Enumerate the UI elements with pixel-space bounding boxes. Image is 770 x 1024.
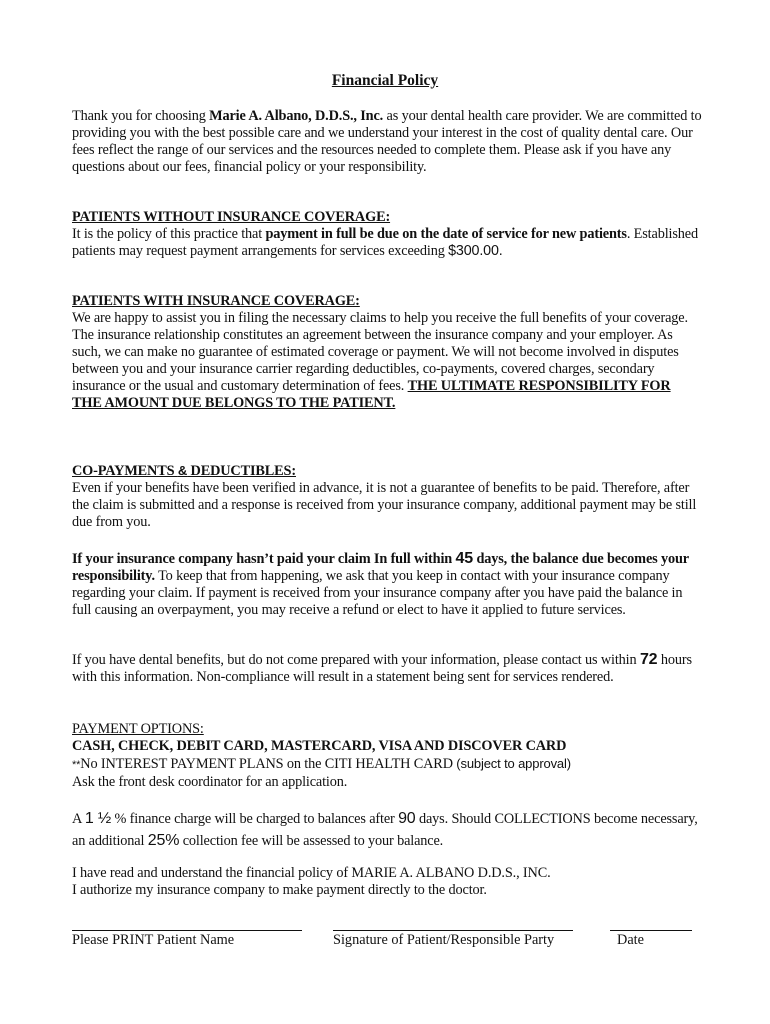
citi-line: **No INTEREST PAYMENT PLANS on the CITI HEALTH CARD (subject to approval)	[72, 756, 571, 772]
payment-section	[72, 721, 702, 791]
finance-rate: 1 ½	[84, 810, 112, 827]
date-label: Date	[617, 932, 644, 948]
acknowledgement	[72, 865, 702, 899]
signature-label: Signature of Patient/Responsible Party	[333, 932, 555, 948]
practice-name: Marie A. Albano, D.D.S., Inc.	[209, 108, 384, 124]
days-45: 45	[455, 550, 474, 567]
copay-section	[72, 462, 702, 531]
patient-name-line[interactable]	[72, 930, 302, 931]
ack-line-2: I authorize my insurance company to make payment directly to the doctor.	[72, 882, 487, 898]
signature-line[interactable]	[333, 930, 573, 931]
ask-line: Ask the front desk coordinator for an application.	[72, 774, 348, 790]
payment-methods: CASH, CHECK, DEBIT CARD, MASTERCARD, VISA AND DISCOVER CARD	[72, 738, 567, 754]
no-insurance-section	[72, 209, 702, 260]
copay-text: Even if your benefits have been verified in advance, it is not a guarantee of benefits to be paid. Therefore, after the claim is submitted and a response is received from your insurance company, additional payment may be still due from you.	[72, 480, 697, 530]
payment-heading: PAYMENT OPTIONS:	[72, 721, 204, 737]
date-line[interactable]	[610, 930, 692, 931]
balance-paragraph: If your insurance company hasn’t paid your claim In full within 45 days, the balance due becomes your responsibility. To keep that from happening, we ask that you keep in contact with your insurance company regarding your claim. If payment is received from your insurance company after you have paid the balance in full causing an overpayment, you may receive a refund or elect to have it applied to future services.	[72, 550, 689, 618]
copay-heading: CO-PAYMENTS & DEDUCTIBLES:	[72, 463, 296, 479]
with-insurance-text: We are happy to assist you in filing the necessary claims to help you receive the full benefits of your coverage. The insurance relationship constitutes an agreement between the insurance company and your employer. As such, we can make no guarantee of estimated coverage or payment. We will not become involved in disputes between you and your insurance carrier regarding deductibles, co-payments, covered charges, secondary insurance or the usual and customary determination of fees. THE ULTIMATE RESPONSIBILITY FOR THE AMOUNT DUE BELONGS TO THE PATIENT.	[72, 310, 688, 411]
page-title: Financial Policy	[331, 72, 439, 89]
hours-72: 72	[639, 651, 658, 668]
finance-paragraph: A 1 ½ % finance charge will be charged to balances after 90 days. Should COLLECTIONS become necessary, an additional 25% collection fee will be assessed to your balance.	[72, 810, 698, 849]
threshold-amount: $300.00.	[448, 243, 503, 259]
no-insurance-heading: PATIENTS WITHOUT INSURANCE COVERAGE:	[72, 209, 391, 225]
collection-fee: 25%	[147, 832, 180, 849]
benefits-paragraph: If you have dental benefits, but do not come prepared with your information, please contact us within 72 hours with this information. Non-compliance will result in a statement being sent for services rendered.	[72, 651, 692, 685]
patient-name-label: Please PRINT Patient Name	[72, 932, 235, 948]
responsibility-notice: THE ULTIMATE RESPONSIBILITY FOR THE AMOUNT DUE BELONGS TO THE PATIENT.	[72, 378, 671, 411]
with-insurance-heading: PATIENTS WITH INSURANCE COVERAGE:	[72, 293, 360, 309]
no-insurance-text: It is the policy of this practice that payment in full be due on the date of service for new patients. Established patients may request payment arrangements for services exceeding $300.00.	[72, 226, 698, 259]
days-90: 90	[398, 810, 416, 827]
ack-line-1: I have read and understand the financial policy of MARIE A. ALBANO D.D.S., INC.	[72, 865, 551, 881]
with-insurance-section	[72, 293, 702, 412]
intro-paragraph: Thank you for choosing Marie A. Albano, D.D.S., Inc. as your dental health care provider. We are committed to providing you with the best possible care and we understand your interest in the cost of quality dental care. Our fees reflect the range of our services and the resources needed to complete them. Please ask if you have any questions about our fees, financial policy or your responsibility.	[72, 108, 702, 175]
